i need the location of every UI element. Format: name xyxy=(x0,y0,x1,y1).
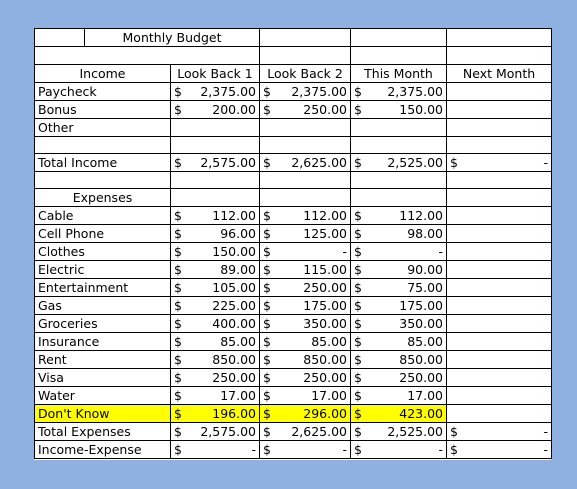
value-cell[interactable] xyxy=(171,207,260,225)
col-header-look-back-1[interactable]: Look Back 1 xyxy=(171,65,260,83)
amount: 90.00 xyxy=(407,262,444,277)
amount: - xyxy=(438,442,444,457)
currency-symbol: $ xyxy=(263,370,271,385)
value-cell[interactable] xyxy=(171,297,260,315)
currency-symbol: $ xyxy=(263,334,271,349)
amount: 250.00 xyxy=(399,370,444,385)
value-cell[interactable] xyxy=(171,261,260,279)
value-cell[interactable] xyxy=(260,423,351,441)
currency-symbol: $ xyxy=(263,316,271,331)
currency-symbol: $ xyxy=(174,102,182,117)
value-cell[interactable] xyxy=(447,423,552,441)
currency-symbol: $ xyxy=(174,226,182,241)
col-header-this-month[interactable]: This Month xyxy=(351,65,447,83)
spreadsheet xyxy=(34,28,551,460)
amount: 105.00 xyxy=(212,280,257,295)
income-expense-row xyxy=(35,441,552,459)
value-cell[interactable] xyxy=(171,423,260,441)
expense-row xyxy=(35,369,552,387)
row-label[interactable]: Clothes xyxy=(35,243,171,261)
expense-row xyxy=(35,261,552,279)
currency-symbol: $ xyxy=(263,244,271,259)
amount: 112.00 xyxy=(303,208,348,223)
amount: - xyxy=(543,424,549,439)
value-cell[interactable] xyxy=(260,333,351,351)
value-cell[interactable] xyxy=(447,243,552,261)
cell[interactable] xyxy=(351,47,447,65)
expense-row xyxy=(35,225,552,243)
value-cell[interactable] xyxy=(171,387,260,405)
currency-symbol: $ xyxy=(174,262,182,277)
income-row xyxy=(35,101,552,119)
currency-symbol: $ xyxy=(450,155,458,170)
header-row xyxy=(35,65,552,83)
value-cell[interactable] xyxy=(351,333,447,351)
value-cell[interactable] xyxy=(351,225,447,243)
value-cell[interactable] xyxy=(260,261,351,279)
amount: 250.00 xyxy=(303,280,348,295)
cell[interactable] xyxy=(35,47,260,65)
currency-symbol: $ xyxy=(263,102,271,117)
row-label[interactable]: Cell Phone xyxy=(35,225,171,243)
value-cell[interactable] xyxy=(351,423,447,441)
value-cell[interactable] xyxy=(351,369,447,387)
row-label[interactable]: Electric xyxy=(35,261,171,279)
currency-symbol: $ xyxy=(263,406,271,421)
amount: 2,375.00 xyxy=(291,84,348,99)
expense-row xyxy=(35,333,552,351)
value-cell[interactable] xyxy=(447,154,552,172)
currency-symbol: $ xyxy=(354,102,362,117)
cell[interactable] xyxy=(351,29,447,47)
currency-symbol: $ xyxy=(354,280,362,295)
value-cell[interactable] xyxy=(351,279,447,297)
highlighted-expense-row xyxy=(35,405,552,423)
currency-symbol: $ xyxy=(174,370,182,385)
amount: 2,525.00 xyxy=(387,155,444,170)
amount: 85.00 xyxy=(407,334,444,349)
currency-symbol: $ xyxy=(174,298,182,313)
amount: 17.00 xyxy=(407,388,444,403)
value-cell[interactable] xyxy=(447,207,552,225)
value-cell[interactable] xyxy=(260,351,351,369)
value-cell[interactable] xyxy=(351,387,447,405)
cell[interactable] xyxy=(447,29,552,47)
amount: 2,525.00 xyxy=(387,424,444,439)
value-cell[interactable] xyxy=(260,405,351,423)
value-cell[interactable] xyxy=(447,101,552,119)
blank-row xyxy=(35,137,552,154)
amount: 225.00 xyxy=(212,298,257,313)
amount: 75.00 xyxy=(407,280,444,295)
currency-symbol: $ xyxy=(263,388,271,403)
value-cell[interactable] xyxy=(171,351,260,369)
value-cell[interactable] xyxy=(260,243,351,261)
amount: - xyxy=(342,442,348,457)
expense-row xyxy=(35,279,552,297)
amount: 96.00 xyxy=(220,226,257,241)
amount: 350.00 xyxy=(399,316,444,331)
row-label[interactable]: Total Income xyxy=(35,154,171,172)
expense-row xyxy=(35,207,552,225)
value-cell[interactable] xyxy=(351,243,447,261)
currency-symbol: $ xyxy=(174,406,182,421)
currency-symbol: $ xyxy=(174,352,182,367)
value-cell[interactable] xyxy=(447,119,552,137)
cell[interactable] xyxy=(171,172,260,189)
currency-symbol: $ xyxy=(354,298,362,313)
amount: 423.00 xyxy=(399,406,444,421)
amount: 150.00 xyxy=(399,102,444,117)
currency-symbol: $ xyxy=(263,424,271,439)
amount: 250.00 xyxy=(303,102,348,117)
expense-row xyxy=(35,297,552,315)
budget-table xyxy=(34,28,552,459)
amount: 115.00 xyxy=(303,262,348,277)
value-cell[interactable] xyxy=(447,225,552,243)
value-cell[interactable] xyxy=(171,315,260,333)
currency-symbol: $ xyxy=(263,352,271,367)
currency-symbol: $ xyxy=(174,388,182,403)
value-cell[interactable] xyxy=(171,243,260,261)
currency-symbol: $ xyxy=(174,442,182,457)
row-label[interactable]: Total Expenses xyxy=(35,423,171,441)
amount: 196.00 xyxy=(212,406,257,421)
value-cell[interactable] xyxy=(351,83,447,101)
cell[interactable] xyxy=(260,29,351,47)
currency-symbol: $ xyxy=(450,442,458,457)
currency-symbol: $ xyxy=(354,370,362,385)
amount: 2,575.00 xyxy=(200,424,257,439)
value-cell[interactable] xyxy=(447,351,552,369)
value-cell[interactable] xyxy=(351,297,447,315)
currency-symbol: $ xyxy=(354,84,362,99)
row-label[interactable]: Income-Expense xyxy=(35,441,171,459)
amount: 175.00 xyxy=(399,298,444,313)
cell[interactable] xyxy=(260,137,351,154)
value-cell[interactable] xyxy=(260,369,351,387)
amount: 350.00 xyxy=(303,316,348,331)
amount: 98.00 xyxy=(407,226,444,241)
amount: 112.00 xyxy=(212,208,257,223)
income-row xyxy=(35,83,552,101)
row-label[interactable]: Don't Know xyxy=(35,405,171,423)
value-cell[interactable] xyxy=(351,207,447,225)
income-header[interactable]: Income xyxy=(35,65,171,83)
value-cell[interactable] xyxy=(171,333,260,351)
row-label[interactable]: Bonus xyxy=(35,101,171,119)
value-cell[interactable] xyxy=(171,405,260,423)
value-cell[interactable] xyxy=(171,225,260,243)
currency-symbol: $ xyxy=(354,424,362,439)
amount: 85.00 xyxy=(311,334,348,349)
currency-symbol: $ xyxy=(354,208,362,223)
total-expenses-row xyxy=(35,423,552,441)
cell[interactable] xyxy=(351,137,447,154)
amount: 2,375.00 xyxy=(200,84,257,99)
value-cell[interactable] xyxy=(260,101,351,119)
value-cell[interactable] xyxy=(171,279,260,297)
currency-symbol: $ xyxy=(354,352,362,367)
row-label[interactable]: Entertainment xyxy=(35,279,171,297)
amount: 2,375.00 xyxy=(387,84,444,99)
expense-row xyxy=(35,387,552,405)
value-cell[interactable] xyxy=(260,119,351,137)
value-cell[interactable] xyxy=(260,154,351,172)
currency-symbol: $ xyxy=(263,155,271,170)
amount: 2,625.00 xyxy=(291,155,348,170)
currency-symbol: $ xyxy=(354,406,362,421)
amount: 2,575.00 xyxy=(200,155,257,170)
currency-symbol: $ xyxy=(263,442,271,457)
cell[interactable] xyxy=(351,189,447,207)
expense-row xyxy=(35,315,552,333)
amount: 850.00 xyxy=(212,352,257,367)
value-cell[interactable] xyxy=(447,333,552,351)
cell[interactable] xyxy=(260,47,351,65)
value-cell[interactable] xyxy=(260,315,351,333)
row-label[interactable]: Water xyxy=(35,387,171,405)
amount: 112.00 xyxy=(399,208,444,223)
sheet-title[interactable]: Monthly Budget xyxy=(85,29,260,47)
row-label[interactable]: Visa xyxy=(35,369,171,387)
currency-symbol: $ xyxy=(174,84,182,99)
currency-symbol: $ xyxy=(174,424,182,439)
currency-symbol: $ xyxy=(174,316,182,331)
amount: - xyxy=(438,244,444,259)
amount: 2,625.00 xyxy=(291,424,348,439)
currency-symbol: $ xyxy=(174,155,182,170)
currency-symbol: $ xyxy=(174,244,182,259)
income-row xyxy=(35,119,552,137)
amount: 17.00 xyxy=(220,388,257,403)
amount: 250.00 xyxy=(212,370,257,385)
row-label[interactable]: Insurance xyxy=(35,333,171,351)
row-label[interactable]: Other xyxy=(35,119,171,137)
expense-row xyxy=(35,243,552,261)
amount: 850.00 xyxy=(303,352,348,367)
currency-symbol: $ xyxy=(354,262,362,277)
cell[interactable] xyxy=(171,137,260,154)
cell[interactable] xyxy=(35,172,171,189)
amount: 150.00 xyxy=(212,244,257,259)
value-cell[interactable] xyxy=(447,279,552,297)
value-cell[interactable] xyxy=(171,441,260,459)
value-cell[interactable] xyxy=(447,315,552,333)
row-label[interactable]: Rent xyxy=(35,351,171,369)
cell[interactable] xyxy=(447,137,552,154)
value-cell[interactable] xyxy=(171,369,260,387)
cell[interactable] xyxy=(447,47,552,65)
title-row xyxy=(35,29,552,47)
currency-symbol: $ xyxy=(354,442,362,457)
currency-symbol: $ xyxy=(263,226,271,241)
value-cell[interactable] xyxy=(447,83,552,101)
currency-symbol: $ xyxy=(354,388,362,403)
currency-symbol: $ xyxy=(174,280,182,295)
value-cell[interactable] xyxy=(351,119,447,137)
expense-row xyxy=(35,351,552,369)
currency-symbol: $ xyxy=(263,84,271,99)
value-cell[interactable] xyxy=(260,83,351,101)
value-cell[interactable] xyxy=(351,441,447,459)
amount: - xyxy=(543,442,549,457)
currency-symbol: $ xyxy=(354,316,362,331)
amount: 17.00 xyxy=(311,388,348,403)
value-cell[interactable] xyxy=(447,387,552,405)
col-header-look-back-2[interactable]: Look Back 2 xyxy=(260,65,351,83)
currency-symbol: $ xyxy=(263,208,271,223)
amount: 85.00 xyxy=(220,334,257,349)
currency-symbol: $ xyxy=(174,334,182,349)
row-label[interactable]: Cable xyxy=(35,207,171,225)
cell[interactable] xyxy=(35,29,85,47)
expenses-header[interactable]: Expenses xyxy=(35,189,171,207)
amount: - xyxy=(543,155,549,170)
value-cell[interactable] xyxy=(447,441,552,459)
amount: 89.00 xyxy=(220,262,257,277)
blank-row xyxy=(35,172,552,189)
currency-symbol: $ xyxy=(174,208,182,223)
value-cell[interactable] xyxy=(260,297,351,315)
currency-symbol: $ xyxy=(263,262,271,277)
value-cell[interactable] xyxy=(351,101,447,119)
cell[interactable] xyxy=(447,172,552,189)
value-cell[interactable] xyxy=(171,83,260,101)
value-cell[interactable] xyxy=(171,154,260,172)
value-cell[interactable] xyxy=(351,261,447,279)
amount: 400.00 xyxy=(212,316,257,331)
value-cell[interactable] xyxy=(260,441,351,459)
value-cell[interactable] xyxy=(260,387,351,405)
currency-symbol: $ xyxy=(354,155,362,170)
value-cell[interactable] xyxy=(260,279,351,297)
cell[interactable] xyxy=(447,189,552,207)
currency-symbol: $ xyxy=(354,226,362,241)
value-cell[interactable] xyxy=(351,315,447,333)
value-cell[interactable] xyxy=(260,207,351,225)
row-label[interactable]: Paycheck xyxy=(35,83,171,101)
currency-symbol: $ xyxy=(354,334,362,349)
value-cell[interactable] xyxy=(351,154,447,172)
value-cell[interactable] xyxy=(447,297,552,315)
currency-symbol: $ xyxy=(354,244,362,259)
expenses-header-row xyxy=(35,189,552,207)
value-cell[interactable] xyxy=(171,119,260,137)
amount: 850.00 xyxy=(399,352,444,367)
cell[interactable] xyxy=(260,189,351,207)
amount: - xyxy=(342,244,348,259)
amount: 250.00 xyxy=(303,370,348,385)
amount: 175.00 xyxy=(303,298,348,313)
value-cell[interactable] xyxy=(447,369,552,387)
value-cell[interactable] xyxy=(171,101,260,119)
cell[interactable] xyxy=(260,172,351,189)
value-cell[interactable] xyxy=(447,405,552,423)
cell[interactable] xyxy=(351,172,447,189)
currency-symbol: $ xyxy=(263,298,271,313)
cell[interactable] xyxy=(171,189,260,207)
amount: 296.00 xyxy=(303,406,348,421)
row-label[interactable]: Gas xyxy=(35,297,171,315)
blank-row xyxy=(35,47,552,65)
currency-symbol: $ xyxy=(450,424,458,439)
row-label[interactable]: Groceries xyxy=(35,315,171,333)
value-cell[interactable] xyxy=(351,405,447,423)
value-cell[interactable] xyxy=(260,225,351,243)
total-income-row xyxy=(35,154,552,172)
value-cell[interactable] xyxy=(351,351,447,369)
amount: - xyxy=(251,442,257,457)
amount: 200.00 xyxy=(212,102,257,117)
amount: 125.00 xyxy=(303,226,348,241)
col-header-next-month[interactable]: Next Month xyxy=(447,65,552,83)
value-cell[interactable] xyxy=(447,261,552,279)
cell[interactable] xyxy=(35,137,171,154)
currency-symbol: $ xyxy=(263,280,271,295)
